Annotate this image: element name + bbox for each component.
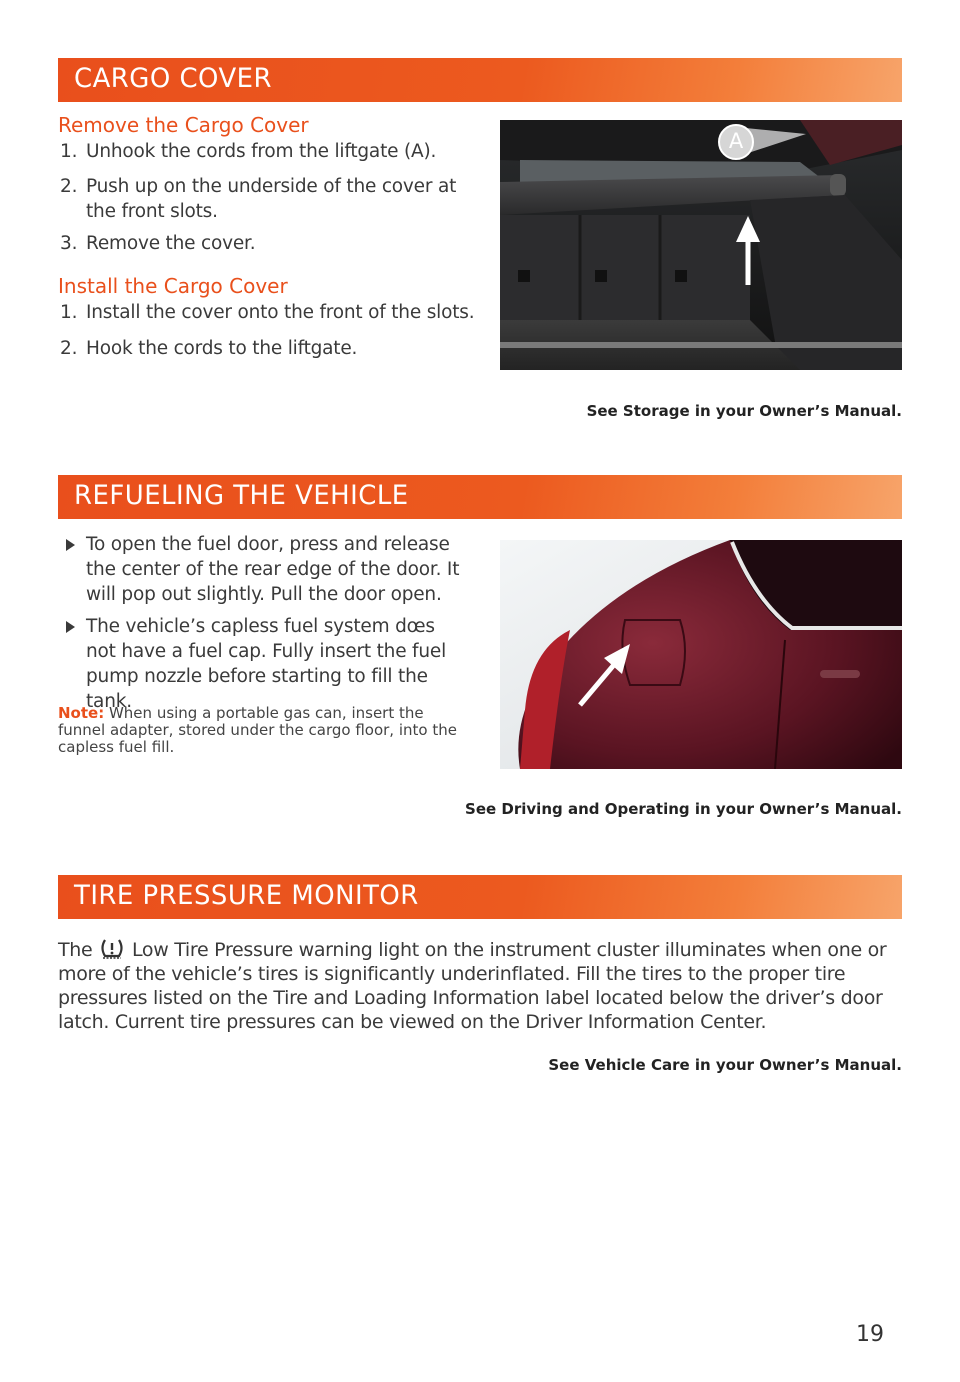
section-title: REFUELING THE VEHICLE xyxy=(74,480,409,511)
storage-manual-reference: See Storage in your Owner’s Manual. xyxy=(586,402,902,420)
install-step-2: 2. Hook the cords to the liftgate. xyxy=(60,338,358,359)
refuel-bullet-1: To open the fuel door, press and release the center of the rear edge of the door. It will pop out slightly. Pull the door open. xyxy=(66,532,466,607)
callout-label: A xyxy=(728,129,744,153)
bullet-triangle-icon xyxy=(66,539,75,551)
remove-step-3: 3. Remove the cover. xyxy=(60,233,256,254)
note-text: When using a portable gas can, insert the funnel adapter, stored under the cargo floor, into the capless fuel fill. xyxy=(58,704,457,756)
refuel-note xyxy=(58,705,468,756)
callout-a xyxy=(716,122,826,162)
install-step-1: 1. Install the cover onto the front of the slots. xyxy=(60,302,475,323)
refuel-bullet-2: The vehicle’s capless fuel system dœs not have a fuel cap. Fully insert the fuel pump nozzle before starting to fill the tank. xyxy=(66,614,466,714)
tire-pressure-paragraph: The Low Tire Pressure warning light on the instrument cluster illuminates when one or more of the vehicle’s tires is significantly underinflated. Fill the tires to the proper tire pressures listed on the Tire and Loading Information label located below the driver’s door latch. Current tire pressures can be viewed on the Driver Information Center. xyxy=(58,939,887,1033)
section-title: TIRE PRESSURE MONITOR xyxy=(74,880,419,911)
page-number: 19 xyxy=(856,1322,884,1347)
section-header-tire-pressure xyxy=(58,875,902,919)
section-header-cargo-cover xyxy=(58,58,902,102)
remove-step-1: 1. Unhook the cords from the liftgate (A). xyxy=(60,141,437,162)
cargo-cover-photo xyxy=(500,120,902,370)
section-header-refueling xyxy=(58,475,902,519)
driving-manual-reference: See Driving and Operating in your Owner’s Manual. xyxy=(465,800,902,818)
remove-cargo-cover-heading: Remove the Cargo Cover xyxy=(58,113,309,137)
bullet-triangle-icon xyxy=(66,621,75,633)
fuel-door-photo xyxy=(500,540,902,769)
vehicle-care-manual-reference: See Vehicle Care in your Owner’s Manual. xyxy=(548,1056,902,1074)
note-label: Note: xyxy=(58,704,105,722)
low-tire-pressure-icon xyxy=(98,938,126,960)
section-title: CARGO COVER xyxy=(74,63,273,94)
remove-step-2: 2. Push up on the underside of the cover at the front slots. xyxy=(60,176,457,222)
install-cargo-cover-heading: Install the Cargo Cover xyxy=(58,274,288,298)
